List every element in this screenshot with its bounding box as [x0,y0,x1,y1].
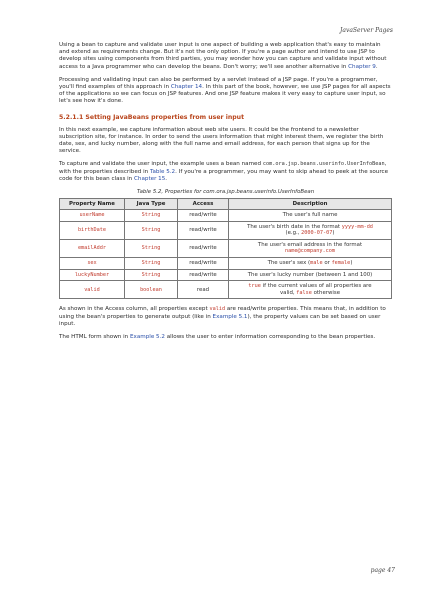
description: The user's lucky number (between 1 and 100) [229,269,392,281]
description: The user's sex (male or female) [229,258,392,270]
link-chapter-15[interactable]: Chapter 15 [134,175,166,182]
access: read/write [178,239,229,257]
description: true if the current values of all properties are valid, false otherwise [229,281,392,299]
property-name: sex [87,260,97,267]
description: The user's full name [229,210,392,222]
property-name: valid [84,286,100,293]
java-type: boolean [140,286,162,293]
link-example-5-1[interactable]: Example 5.1 [212,313,248,320]
property-name: luckyNumber [74,271,110,278]
table-row [60,258,392,270]
property-name: birthDate [77,226,107,233]
section-heading: 5.2.1.1 Setting JavaBeans properties from user input [59,113,245,121]
table-row [60,269,392,281]
paragraph-servlet: Processing and validating input can also be performed by a servlet instead of a JSP page. If you're a programmer, you'll find examples of this approach in Chapter 14. In this part of the book, however, we use JSP pages for all aspects of the applications so we can focus on JSP features. And one JSP feature makes it very easy to capture user input, so let's see how it's done. [59,76,391,105]
access: read/write [178,258,229,270]
table-caption: Table 5.2, Properties for com.ora.jsp.beans.userinfo.UserInfoBean [136,189,315,196]
link-chapter-14[interactable]: Chapter 14 [170,84,203,91]
java-type: String [141,245,161,252]
table-row [60,281,392,299]
paragraph-intro: Using a bean to capture and validate user input is one aspect of building a web application that's easy to maintain and extend as requirements change. But it's not the only option. If you're a page author and intend to use JSP to develop sites using components from third parties, you may wonder how you can capture and validate input without access to a Java programmer who can develop the beans. Don't worry; we'll see another alternative in Chapter 9. [59,42,387,70]
java-type: String [141,226,161,233]
body-content [59,42,392,347]
header-access: Access [178,199,229,210]
paragraph-example-intro: In this next example, we capture information about web site users. It could be the frontend to a newsletter subscription site, for instance. In order to send the users information that might interest them, we register the birth date, sex, and lucky number, along with the full name and email address, for each person that signs up for the service. [59,126,384,155]
link-table-5-2[interactable]: Table 5.2 [149,168,176,175]
table-row [60,221,392,239]
running-title: JavaServer Pages [339,27,393,34]
table-row [60,210,392,222]
header-property-name: Property Name [60,199,125,210]
paragraph-bean-intro: To capture and validate the user input, the example uses a bean named com.ora.jsp.beans.userinfo.UserInfoBean, with the properties described in Table 5.2. If you're a programmer, you may want to skip ahead to peek at the source code for this bean class in Chapter 15. [59,161,389,182]
header-description: Description [229,199,392,210]
description: The user's birth date in the format yyyy-mm-dd (e.g., 2000-07-07) [229,221,392,239]
property-name: userName [79,212,105,219]
access: read/write [178,221,229,239]
bean-class-name: com.ora.jsp.beans.userinfo.UserInfoBean [262,161,385,168]
table-header-row [60,199,392,210]
link-chapter-9[interactable]: Chapter 9 [348,63,376,70]
header-java-type: Java Type [125,199,178,210]
table-row [60,239,392,257]
access: read/write [178,269,229,281]
access: read [178,281,229,299]
paragraph-access: As shown in the Access column, all properties except valid are read/write properties. This means that, in addition to using the bean's properties to generate output (like in Example 5.1), the property values can be set based on user input. [59,306,386,327]
valid-code: valid [209,306,226,313]
java-type: String [141,260,161,267]
properties-table-block [59,189,392,299]
access: read/write [178,210,229,222]
description: The user's email address in the format name@company.com [229,239,392,257]
property-name: emailAddr [77,245,107,252]
properties-table [59,198,392,299]
java-type: String [141,271,161,278]
page-number: page 47 [370,567,395,574]
paragraph-form: The HTML form shown in Example 5.2 allows the user to enter information corresponding to the bean properties. [59,334,376,340]
link-example-5-2[interactable]: Example 5.2 [130,334,165,340]
java-type: String [141,212,161,219]
